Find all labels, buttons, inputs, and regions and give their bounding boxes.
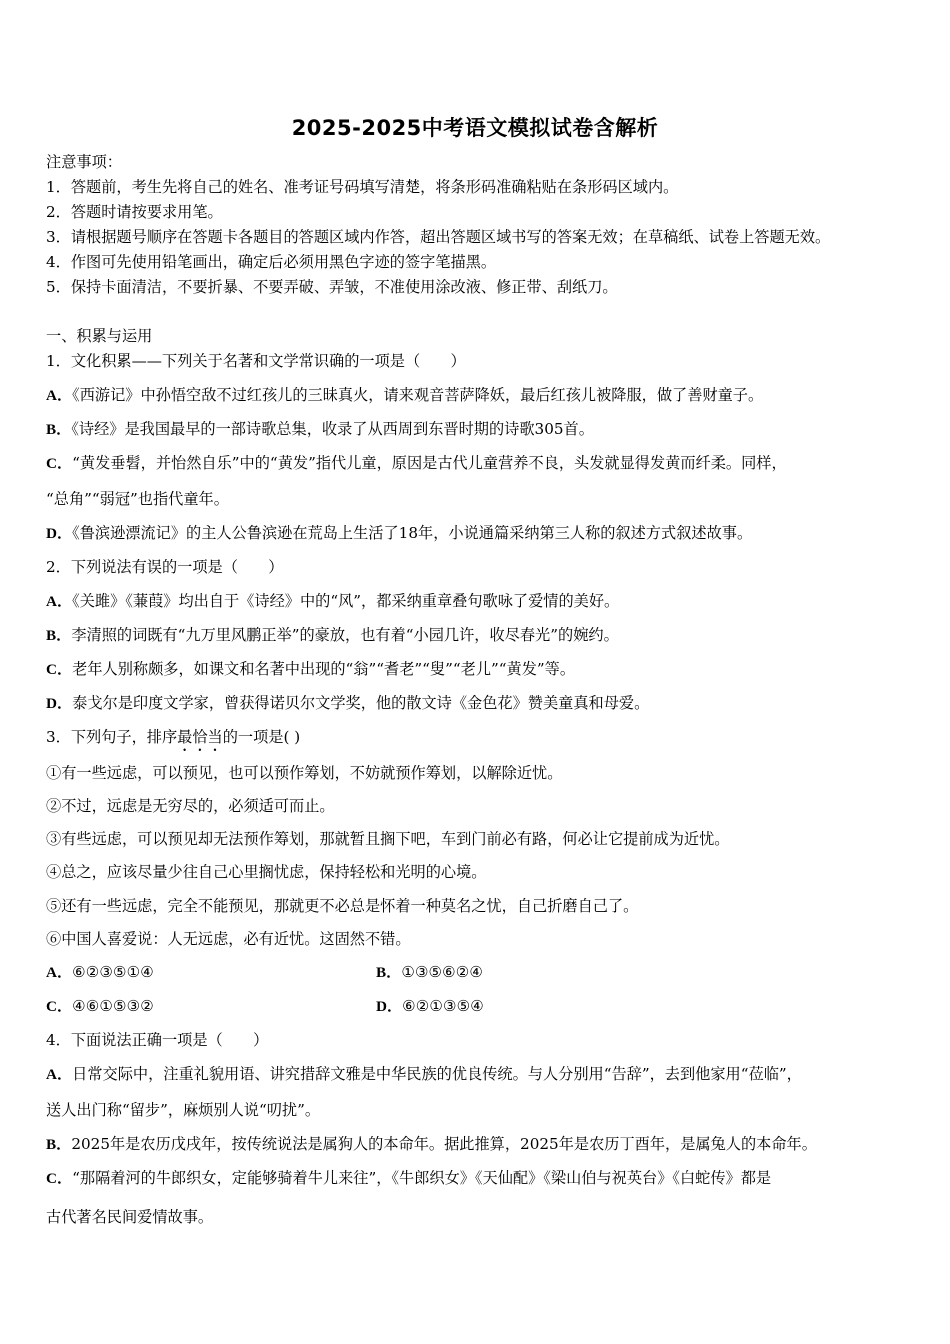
section-heading: 一、积累与运用 (46, 327, 153, 345)
option-text: “黄发垂髫，并怡然自乐”中的“黄发”指代儿童，原因是古代儿童营养不良，头发就显得发黄而纤柔。同样， (72, 454, 787, 472)
option-text: “那隔着河的牛郎织女，定能够骑着牛儿来往”，《牛郎织女》《天仙配》《梁山伯与祝英台》《白蛇传》都是 (72, 1169, 772, 1187)
q3-stem-emphasis: 最恰当 (177, 728, 223, 746)
notice-item-4: 4．作图可先使用铅笔画出，确定后必须用黑色字迹的签字笔描黑。 (46, 253, 497, 271)
q3-stem-pre: 3．下列句子，排序 (46, 728, 178, 746)
option-label: C． (46, 661, 73, 678)
option-label: D． (376, 998, 403, 1015)
q3-sentence-3: ③有些远虑，可以预见却无法预作筹划，那就暂且搁下吧，车到门前必有路，何必让它提前成为近忧。 (46, 830, 730, 848)
q3-sentence-6: ⑥中国人喜爱说：人无远虑，必有近忧。这固然不错。 (46, 930, 411, 948)
option-text: ①③⑤⑥②④ (401, 963, 484, 981)
q1-stem: 1．文化积累——下列关于名著和文学常识确的一项是（ ） (46, 352, 466, 370)
option-label: C． (46, 455, 73, 472)
q2-option-a (46, 591, 619, 612)
notice-heading: 注意事项： (46, 153, 122, 171)
q4-option-a-cont: 送人出门称“留步”，麻烦别人说“叨扰”。 (46, 1101, 321, 1119)
option-text: 老年人别称颇多，如课文和名著中出现的“翁”“耆老”“叟”“老儿”“黄发”等。 (72, 660, 576, 678)
option-text: 李清照的词既有“九万里风鹏正举”的豪放，也有着“小园几许，收尽春光”的婉约。 (71, 626, 619, 644)
option-text: 《鲁滨逊漂流记》的主人公鲁滨逊在荒岛上生活了18年，小说通篇采纳第三人称的叙述方式叙述故事。 (72, 524, 753, 542)
option-label: D． (46, 695, 73, 712)
option-text: ⑥②③⑤①④ (72, 963, 154, 981)
q4-option-c-cont: 古代著名民间爱情故事。 (46, 1208, 214, 1226)
option-text: 《西游记》中孙悟空敌不过红孩儿的三昧真火，请来观音菩萨降妖，最后红孩儿被降服，做了善财童子。 (72, 386, 764, 404)
q4-option-b (46, 1134, 817, 1155)
option-label: A． (46, 593, 73, 610)
q4-option-c (46, 1168, 771, 1189)
q3-sentence-4: ④总之，应该尽量少往自己心里搁忧虑，保持轻松和光明的心境。 (46, 863, 487, 881)
option-text: ④⑥①⑤③② (72, 997, 154, 1015)
q2-option-d (46, 693, 649, 714)
notice-item-2: 2．答题时请按要求用笔。 (46, 203, 223, 221)
option-text: 2025年是农历戊戌年，按传统说法是属狗人的本命年。据此推算，2025年是农历丁酉年，是属兔人的本命年。 (71, 1135, 817, 1153)
option-label: D． (46, 525, 73, 542)
q3-sentence-2: ②不过，远虑是无穷尽的，必须适可而止。 (46, 797, 335, 815)
option-label: C． (46, 1170, 73, 1187)
option-text: 日常交际中，注重礼貌用语、讲究措辞文雅是中华民族的优良传统。与人分别用“告辞”，去到他家用“莅临”， (72, 1065, 802, 1083)
q2-stem: 2．下列说法有误的一项是（ ） (46, 558, 284, 576)
page-title: 2025-2025中考语文模拟试卷含解析 (291, 116, 659, 140)
q1-option-c (46, 453, 787, 474)
notice-item-1: 1．答题前，考生先将自己的姓名、准考证号码填写清楚，将条形码准确粘贴在条形码区域内。 (46, 178, 679, 196)
option-label: B． (376, 964, 402, 981)
option-label: B． (46, 421, 72, 438)
notice-item-5: 5．保持卡面清洁，不要折暴、不要弄破、弄皱，不准使用涂改液、修正带、刮纸刀。 (46, 278, 618, 296)
notice-item-3: 3．请根据题号顺序在答题卡各题目的答题区域内作答，超出答题区域书写的答案无效；在草稿纸、试卷上答题无效。 (46, 228, 831, 246)
q3-stem (46, 727, 300, 755)
q3-stem-post: 的一项是( ) (222, 728, 301, 746)
option-label: A． (46, 1066, 73, 1083)
q2-option-b (46, 625, 619, 646)
q1-option-c-cont: “总角”“弱冠”也指代童年。 (46, 490, 229, 508)
q4-option-a (46, 1064, 802, 1085)
q3-sentence-5: ⑤还有一些远虑，完全不能预见，那就更不必总是怀着一种莫名之忧，自己折磨自己了。 (46, 897, 639, 915)
option-text: 《诗经》是我国最早的一部诗歌总集，收录了从西周到东晋时期的诗歌305首。 (71, 420, 594, 438)
q3-option-b (376, 962, 483, 983)
q1-option-a (46, 385, 763, 406)
option-label: B． (46, 627, 72, 644)
option-text: ⑥②①③⑤④ (402, 997, 484, 1015)
q1-option-b (46, 419, 594, 440)
option-label: A． (46, 964, 73, 981)
q1-option-d (46, 523, 752, 544)
option-label: C． (46, 998, 73, 1015)
option-text: 《关雎》《蒹葭》均出自于《诗经》中的“风”，都采纳重章叠句歌咏了爱情的美好。 (72, 592, 620, 610)
q4-stem: 4．下面说法正确一项是（ ） (46, 1031, 269, 1049)
q3-option-d (376, 996, 484, 1017)
q3-option-c (46, 996, 154, 1017)
option-label: B． (46, 1136, 72, 1153)
option-label: A． (46, 387, 73, 404)
option-text: 泰戈尔是印度文学家，曾获得诺贝尔文学奖，他的散文诗《金色花》赞美童真和母爱。 (72, 694, 650, 712)
q3-sentence-1: ①有一些远虑，可以预见，也可以预作筹划，不妨就预作筹划，以解除近忧。 (46, 764, 563, 782)
q3-option-a (46, 962, 154, 983)
q2-option-c (46, 659, 575, 680)
